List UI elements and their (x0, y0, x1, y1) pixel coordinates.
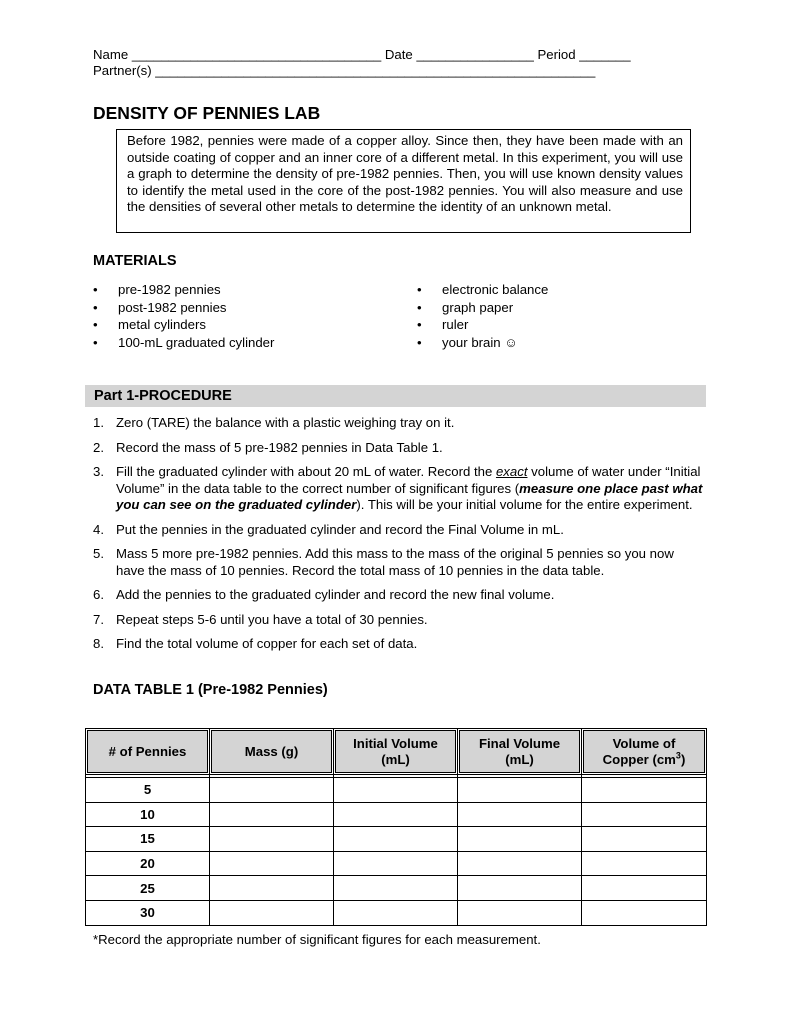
materials-list-left (93, 281, 274, 351)
copper-volume-cell[interactable] (582, 778, 707, 803)
final-volume-cell[interactable] (458, 802, 582, 827)
pennies-cell: 5 (86, 778, 210, 803)
mass-cell[interactable] (210, 778, 334, 803)
table-row (86, 827, 707, 852)
materials-heading: MATERIALS (93, 253, 177, 269)
pennies-cell: 30 (86, 900, 210, 925)
list-item: • your brain ☺ (417, 334, 518, 350)
mass-cell[interactable] (210, 802, 334, 827)
col-header-final-volume: Final Volume (mL) (458, 729, 582, 775)
initial-volume-cell[interactable] (334, 851, 458, 876)
initial-volume-cell[interactable] (334, 876, 458, 901)
step-item: 1. Zero (TARE) the balance with a plastic weighing tray on it. (93, 415, 455, 430)
step-item: 6. Add the pennies to the graduated cylinder and record the new final volume. (93, 587, 555, 602)
partners-label: Partner(s) (93, 63, 152, 78)
list-item: • pre-1982 pennies (93, 282, 221, 297)
list-item: • electronic balance (417, 282, 549, 297)
final-volume-cell[interactable] (458, 851, 582, 876)
copper-volume-cell[interactable] (582, 827, 707, 852)
footnote: *Record the appropriate number of significant figures for each measurement. (93, 932, 541, 947)
list-item: • graph paper (417, 299, 514, 315)
date-label: Date (384, 47, 413, 62)
initial-volume-cell[interactable] (334, 827, 458, 852)
col-header-initial-volume: Initial Volume (mL) (334, 729, 458, 775)
step-item: 7. Repeat steps 5-6 until you have a total of 30 pennies. (93, 611, 428, 627)
page-title: DENSITY OF PENNIES LAB (93, 103, 321, 123)
initial-volume-cell[interactable] (334, 900, 458, 925)
date-field[interactable]: ________________ (416, 47, 534, 62)
header-partners (93, 63, 595, 78)
pennies-cell: 20 (86, 851, 210, 876)
materials-list-right (417, 281, 548, 351)
list-item: • ruler (417, 317, 469, 332)
mass-cell[interactable] (210, 900, 334, 925)
table-row (86, 900, 707, 925)
intro-box (116, 129, 691, 233)
partners-field[interactable]: ____________________________________________________________ (155, 63, 596, 78)
name-label: Name (93, 47, 129, 62)
table-row (86, 876, 707, 901)
copper-volume-cell[interactable] (582, 900, 707, 925)
mass-cell[interactable] (210, 851, 334, 876)
table-row (86, 802, 707, 827)
col-header-pennies: # of Pennies (86, 729, 210, 775)
list-item: • metal cylinders (93, 317, 206, 332)
copper-volume-cell[interactable] (582, 876, 707, 901)
list-item: • 100-mL graduated cylinder (93, 334, 275, 350)
final-volume-cell[interactable] (458, 876, 582, 901)
table-header-row (86, 729, 707, 775)
table-row (86, 778, 707, 803)
copper-volume-cell[interactable] (582, 802, 707, 827)
step-item: 2. Record the mass of 5 pre-1982 pennies in Data Table 1. (93, 439, 443, 455)
table-row (86, 851, 707, 876)
mass-cell[interactable] (210, 827, 334, 852)
pennies-cell: 25 (86, 876, 210, 901)
pennies-cell: 15 (86, 827, 210, 852)
procedure-steps (93, 415, 705, 653)
initial-volume-cell[interactable] (334, 802, 458, 827)
step-item: 4. Put the pennies in the graduated cylinder and record the Final Volume in mL. (93, 521, 564, 537)
data-table-title: DATA TABLE 1 (Pre-1982 Pennies) (93, 682, 328, 698)
col-header-volume-copper: Volume of Copper $(cm^3)$ (582, 729, 707, 775)
initial-volume-cell[interactable] (334, 778, 458, 803)
period-field[interactable]: _______ (579, 47, 631, 62)
list-item: • post-1982 pennies (93, 299, 227, 315)
procedure-heading: Part 1-PROCEDURE (85, 385, 706, 407)
intro-text: Before 1982, pennies were made of a copper alloy. Since then, they have been made with an outside coating of copper and an inner core of a different metal. In this experiment, you will use a graph to determine the density of pre-1982 pennies. Then, you will use known density values to identify the metal used in the core of the post-1982 pennies. You will also measure and use the densities of several other metals to determine the identity of an unknown metal. (127, 133, 683, 214)
step-item: 5. Mass 5 more pre-1982 pennies. Add this mass to the mass of the original 5 pennies so you now have the mass of 10 pennies. Record the total mass of 10 pennies in the data table. (93, 546, 674, 578)
final-volume-cell[interactable] (458, 778, 582, 803)
header-name-date-period (93, 47, 631, 62)
pennies-cell: 10 (86, 802, 210, 827)
final-volume-cell[interactable] (458, 827, 582, 852)
step-item: 3. Fill the graduated cylinder with about 20 mL of water. Record the exact volume of water under “Initial Volume” in the data table to the correct number of significant figures (measure one place past what you can see on the graduated cylinder). This will be your initial volume for the entire experiment. (93, 464, 703, 512)
final-volume-cell[interactable] (458, 900, 582, 925)
copper-volume-cell[interactable] (582, 851, 707, 876)
mass-cell[interactable] (210, 876, 334, 901)
step-item: 8. Find the total volume of copper for each set of data. (93, 636, 418, 651)
name-field[interactable]: __________________________________ (131, 47, 382, 62)
data-table-1 (85, 728, 707, 926)
period-label: Period (537, 47, 576, 62)
col-header-mass: Mass (g) (210, 729, 334, 775)
